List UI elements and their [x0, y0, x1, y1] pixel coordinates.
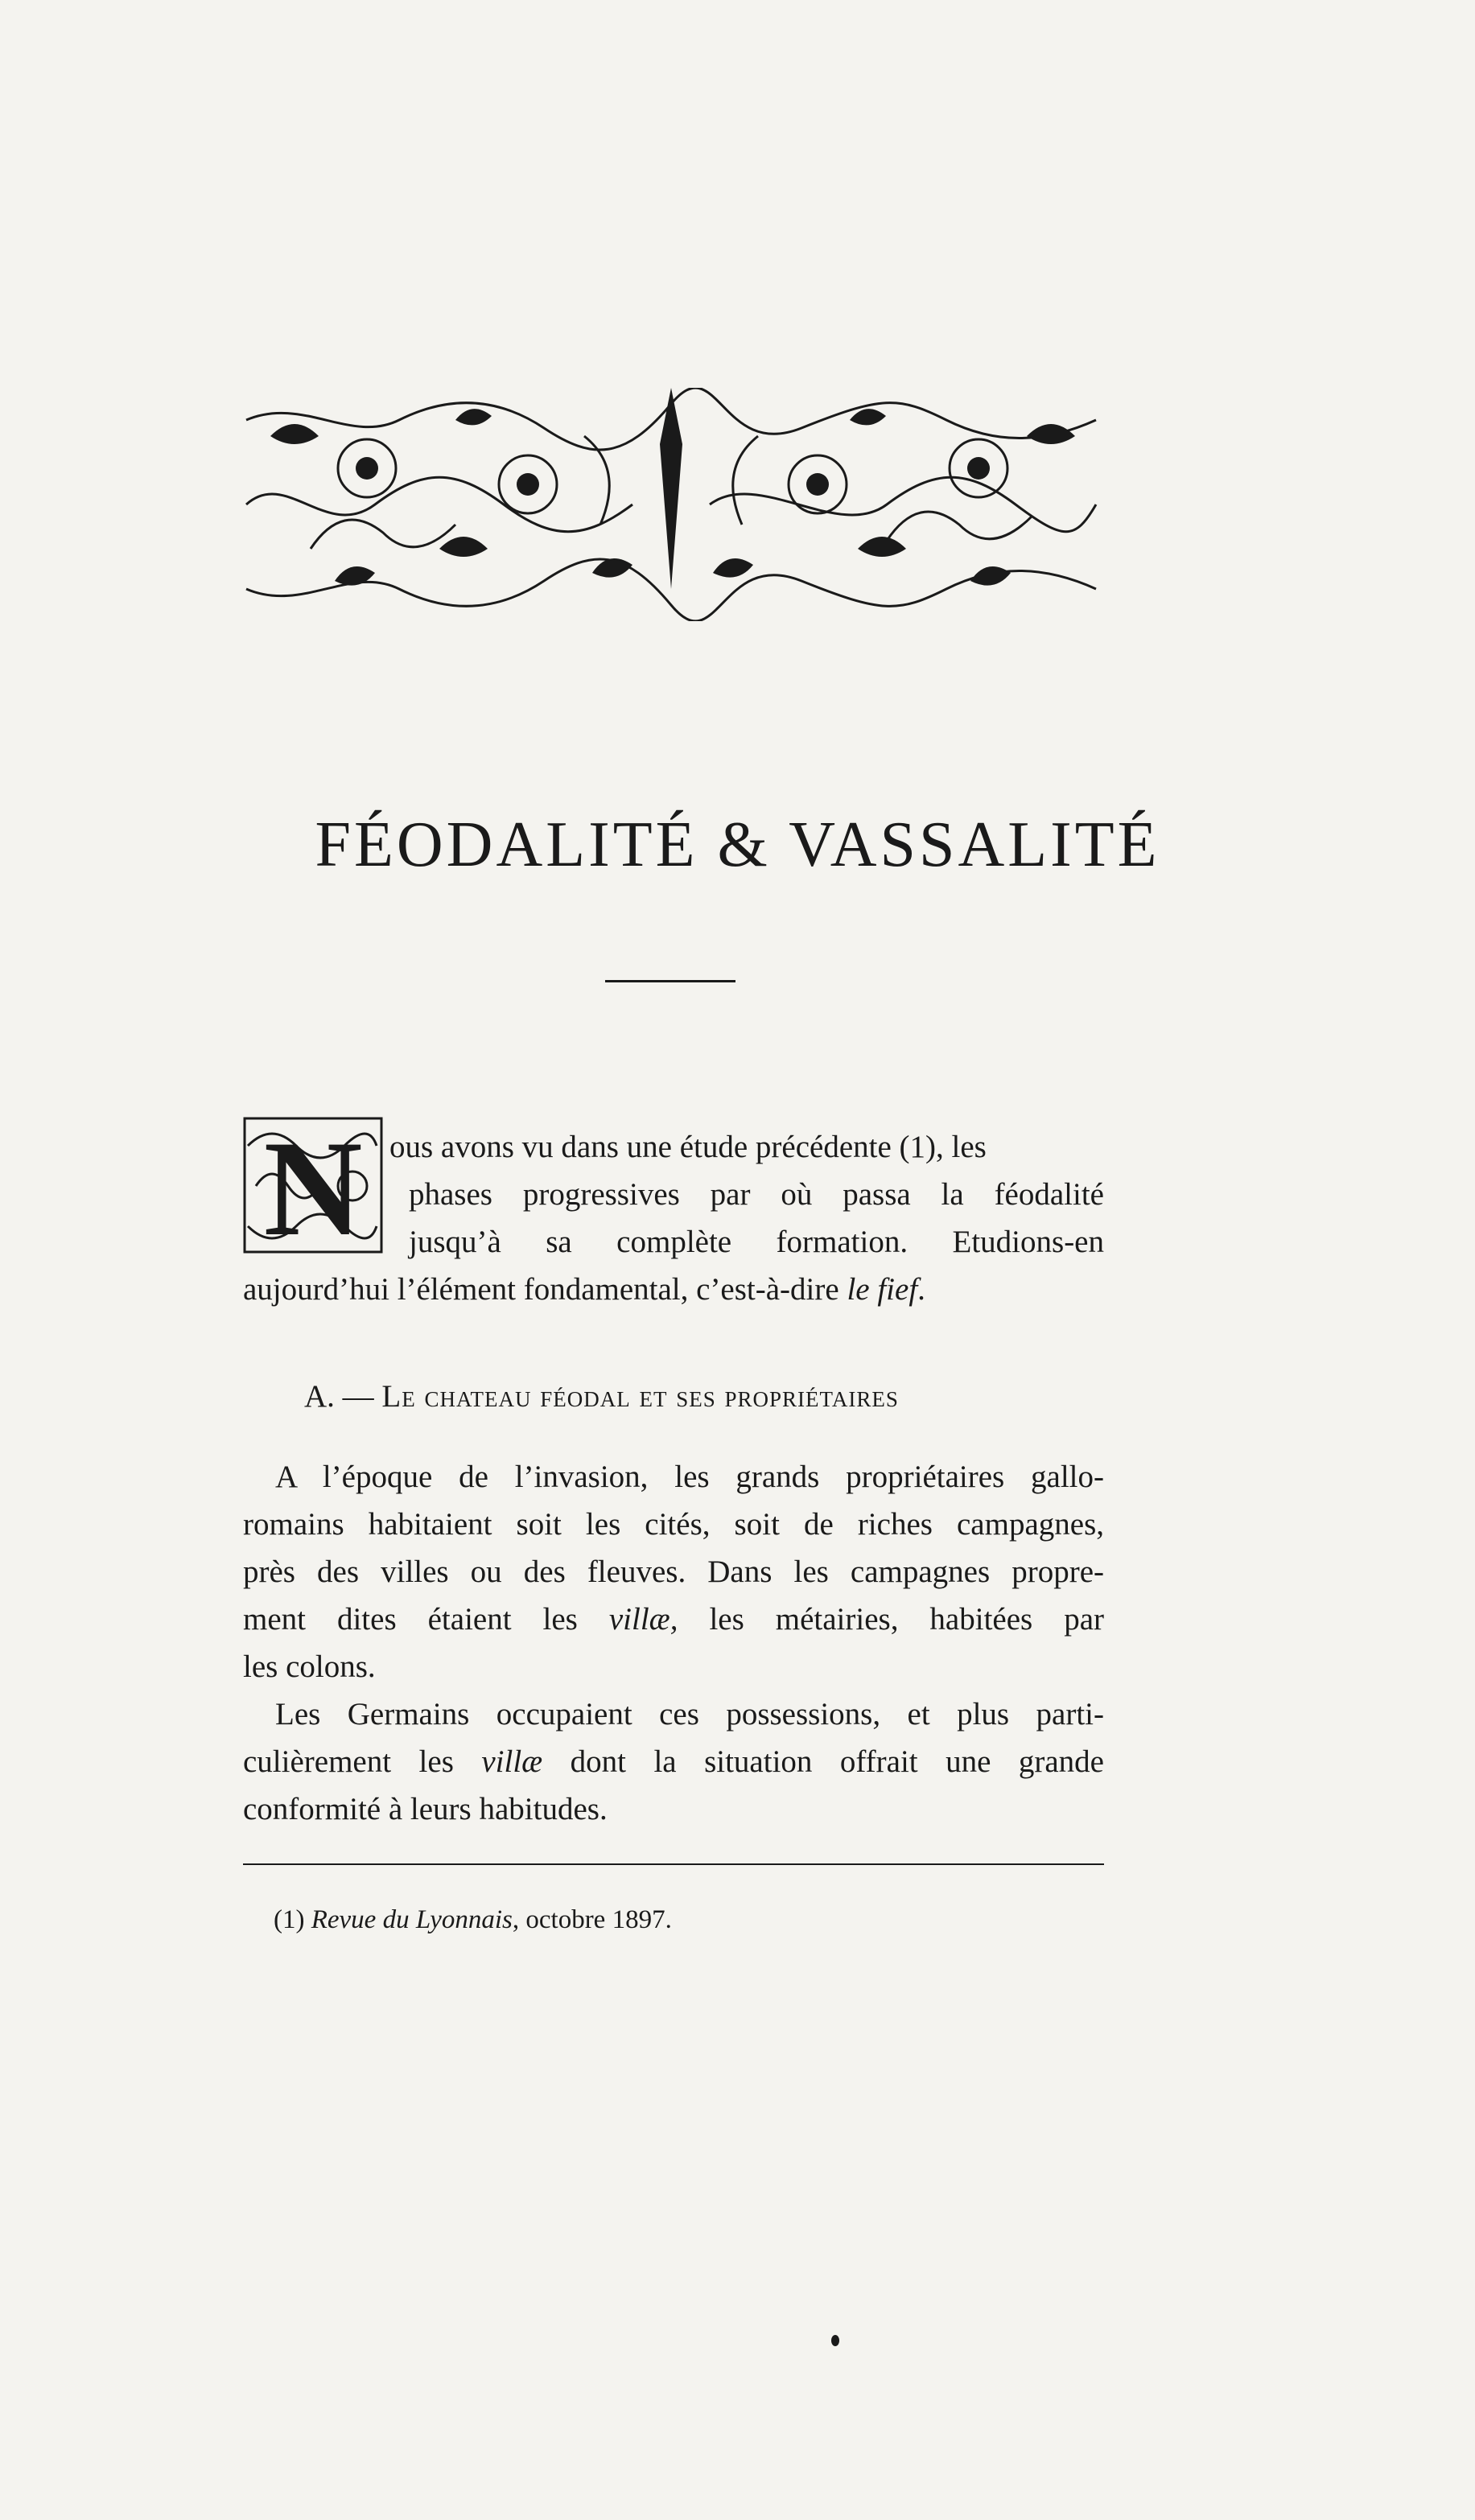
section-heading	[304, 1373, 1044, 1420]
p1-line-4	[243, 1596, 1104, 1643]
p2-line-2	[243, 1738, 1104, 1785]
p2-line-3: conformité à leurs habitudes.	[243, 1792, 608, 1826]
p2-line-2b: dont la situation offrait une grande	[542, 1744, 1104, 1779]
p2-line-1: Les Germains occupaient ces possessions, et plus parti-	[275, 1697, 1104, 1731]
p1-line-3: près des villes ou des fleuves. Dans les campagnes propre-	[243, 1554, 1104, 1589]
footnote-rest: , octobre 1897.	[512, 1905, 672, 1934]
intro-line-3: jusqu’à sa complète formation. Etudions-en	[409, 1225, 1104, 1259]
p1-italic-villae: villæ,	[608, 1602, 678, 1637]
footnote-italic: Revue du Lyonnais	[311, 1905, 513, 1934]
printer-dot	[831, 2335, 839, 2346]
p1-line-1: A l’époque de l’invasion, les grands propriétaires gallo-	[275, 1460, 1104, 1494]
footnote-mark: (1)	[274, 1905, 305, 1934]
ornament-headpiece	[238, 388, 1104, 621]
p1-line-2: romains habitaient soit les cités, soit de riches campagnes,	[243, 1507, 1104, 1542]
footnote	[274, 1902, 672, 1937]
page-title: FÉODALITÉ & VASSALITÉ	[315, 809, 1160, 880]
p2-italic-villae: villæ	[481, 1744, 543, 1779]
dropcap-letter: N	[263, 1114, 363, 1257]
section-dash: —	[342, 1379, 374, 1414]
intro-italic: le fief	[847, 1272, 918, 1307]
intro-line-4-text: aujourd’hui l’élément fondamental, c’est-à-dire	[243, 1272, 847, 1307]
p1-line-4a: ment dites étaient les	[243, 1602, 609, 1637]
section-letter: A.	[304, 1379, 335, 1414]
intro-line-4-end: .	[917, 1272, 925, 1307]
intro-line-4	[243, 1266, 925, 1313]
p1-line-5: les colons.	[243, 1649, 376, 1684]
paragraph-1	[243, 1453, 1104, 1690]
paragraph-2	[243, 1690, 1104, 1833]
footnote-rule	[243, 1863, 1104, 1865]
p1-line-4b: les métairies, habitées par	[678, 1602, 1104, 1637]
intro-line-2: phases progressives par où passa la féodalité	[409, 1177, 1104, 1212]
intro-line-1: ous avons vu dans une étude précédente (1), les	[389, 1130, 987, 1164]
section-title: Le chateau féodal et ses propriétaires	[381, 1379, 899, 1414]
title-rule	[605, 980, 735, 982]
p2-line-2a: culièrement les	[243, 1744, 482, 1779]
dropcap-ornament	[240, 1114, 386, 1257]
